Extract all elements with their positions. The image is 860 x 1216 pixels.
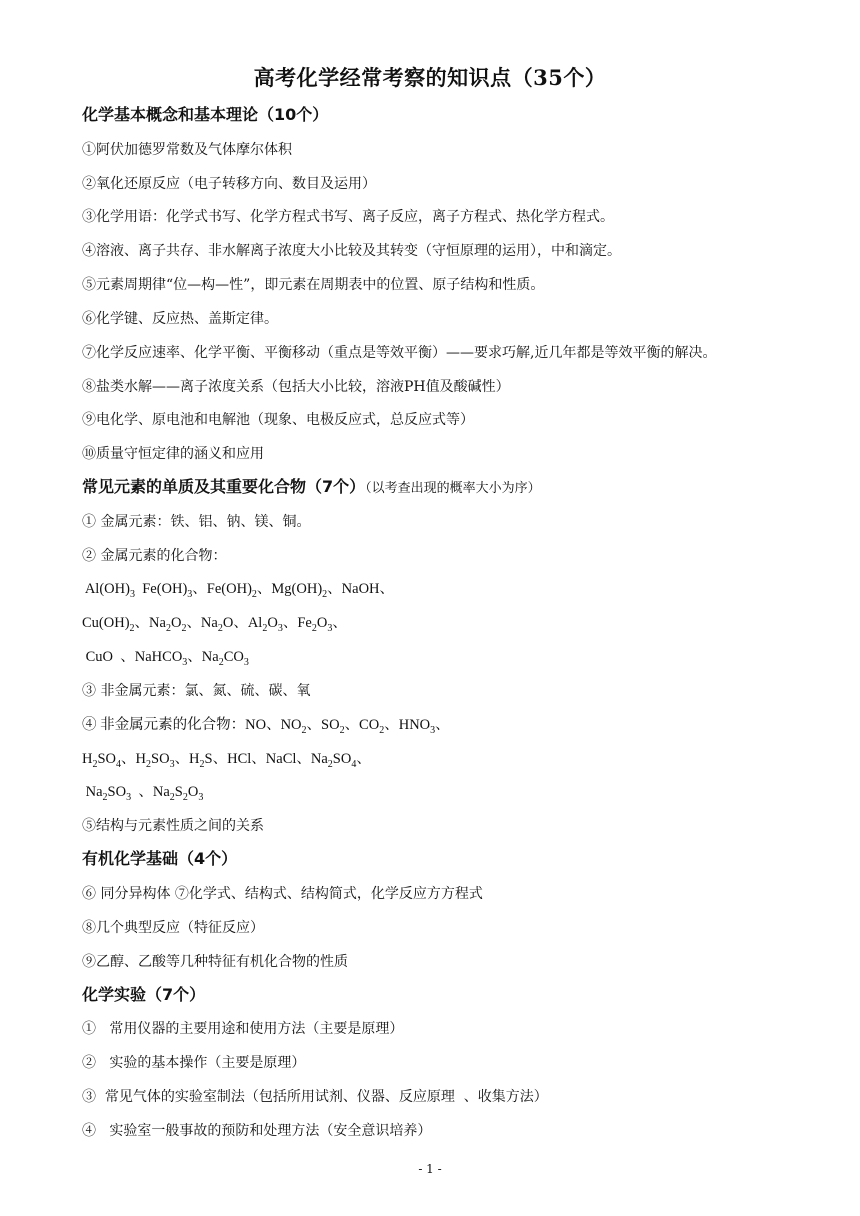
- list-item: ①阿伏加德罗常数及气体摩尔体积: [82, 142, 292, 158]
- page-number: - 1 -: [418, 1162, 442, 1176]
- chem-formula-line: $Na_2SO_3$ 、$Na_2S_2O_3$: [82, 784, 204, 803]
- list-item: ⑥ 同分异构体 ⑦化学式、结构式、结构简式，化学反应方方程式: [82, 886, 483, 902]
- list-item: ⑧几个典型反应（特征反应）: [82, 920, 264, 936]
- list-item: ③化学用语：化学式书写、化学方程式书写、离子反应，离子方程式、热化学方程式。: [82, 209, 614, 225]
- list-item: ⑦化学反应速率、化学平衡、平衡移动（重点是等效平衡）——要求巧解,近几年都是等效平衡的解决。: [82, 345, 717, 361]
- section-heading-experiment: 化学实验（7个）: [82, 985, 206, 1004]
- list-item: ① 常用仪器的主要用途和使用方法（主要是原理）: [82, 1021, 404, 1037]
- chem-formula-line: CuO 、NaHCO$_3$、$Na_2CO_3$: [82, 649, 249, 668]
- section-heading-text: 常见元素的单质及其重要化合物（7个）: [82, 477, 366, 496]
- list-item: ② 实验的基本操作（主要是原理）: [82, 1055, 306, 1071]
- list-item: ① 金属元素：铁、铝、钠、镁、铜。: [82, 514, 311, 530]
- list-item: ⑤元素周期律“位—构—性”，即元素在周期表中的位置、原子结构和性质。: [82, 277, 545, 293]
- list-item: ⑨电化学、原电池和电解池（现象、电极反应式，总反应式等）: [82, 412, 474, 428]
- section-heading-note: （以考查出现的概率大小为序）: [365, 481, 541, 496]
- chem-formula-line: $H_2SO_4$、$H_2SO_3$、$H_2S$、HCl、NaCl、$Na_2SO_4$、: [82, 751, 371, 770]
- section-heading-basic: 化学基本概念和基本理论（10个）: [82, 105, 329, 124]
- list-item: ⑨乙醇、乙酸等几种特征有机化合物的性质: [82, 954, 348, 970]
- list-item: ③ 常见气体的实验室制法（包括所用试剂、仪器、反应原理 、收集方法）: [82, 1089, 548, 1105]
- list-item: ⑩质量守恒定律的涵义和应用: [82, 446, 264, 462]
- chem-formula-line: ④ 非金属元素的化合物：NO、$NO_2$、$SO_2$、$CO_2$、$HNO_3$、: [82, 717, 450, 736]
- list-item: ② 金属元素的化合物：: [82, 548, 227, 564]
- list-item: ②氧化还原反应（电子转移方向、数目及运用）: [82, 176, 376, 192]
- chem-formula-line: $Cu(OH)_2$、$Na_2O_2$、$Na_2O$、$Al_2O_3$、$Fe_2O_3$、: [82, 615, 347, 634]
- list-item: ④溶液、离子共存、非水解离子浓度大小比较及其转变（守恒原理的运用），中和滴定。: [82, 243, 621, 259]
- list-item: ⑧盐类水解——离子浓度关系（包括大小比较，溶液PH值及酸碱性）: [82, 379, 510, 395]
- list-item: ③ 非金属元素：氯、氮、硫、碳、氧: [82, 683, 311, 699]
- list-item: ⑥化学键、反应热、盖斯定律。: [82, 311, 278, 327]
- section-heading-organic: 有机化学基础（4个）: [82, 849, 238, 868]
- page-title: 高考化学经常考察的知识点（35个）: [253, 65, 607, 90]
- list-item: ⑤结构与元素性质之间的关系: [82, 818, 264, 834]
- chem-formula-line: $Al(OH)_3$ $Fe(OH)_3$、$Fe(OH)_2$、$Mg(OH)_2$、NaOH、: [82, 581, 395, 600]
- section-heading-elements: [82, 478, 541, 498]
- list-item: ④ 实验室一般事故的预防和处理方法（安全意识培养）: [82, 1123, 432, 1139]
